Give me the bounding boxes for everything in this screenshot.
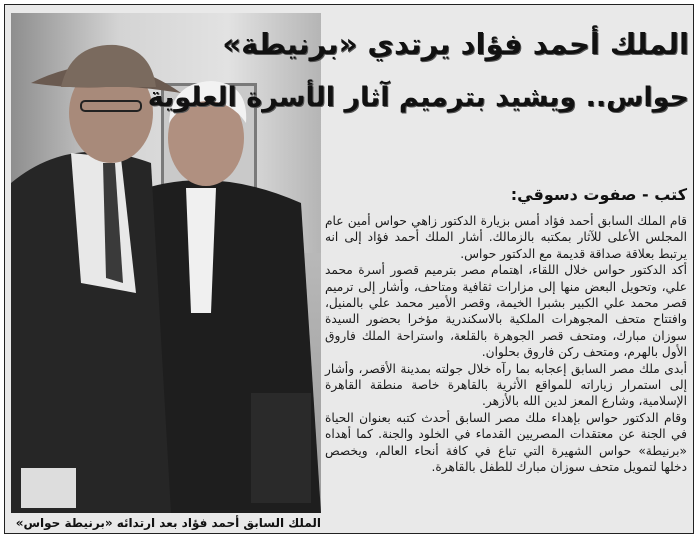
newspaper-clipping <box>4 4 694 534</box>
headline-line-2: حواس.. ويشيد بترميم آثار الأسرة العلوية <box>147 82 689 113</box>
headline-line-1: الملك أحمد فؤاد يرتدي «برنيطة» <box>222 27 689 61</box>
paragraph-4: وقام الدكتور حواس بإهداء ملك مصر السابق أحدث كتبه بعنوان الحياة في الجنة عن معتقدات المصريين القدماء في الخلود والجنة. كما أهداه «برنيطة» حواس الشهيرة التي تباع في كافة أنحاء العالم، ويخصص دخلها لتمويل متحف سوزان مبارك للطفل بالقاهرة. <box>325 410 687 475</box>
paragraph-2: أكد الدكتور حواس خلال اللقاء، اهتمام مصر بترميم قصور أسرة محمد علي، وتحويل البعض منها إلى مزارات ثقافية ومتاحف، وأشار إلى ترميم قصر محمد علي الكبير بشبرا الخيمة، وقصر الأمير محمد علي بالمنيل، وافتتاح متحف المجوهرات الملكية بالاسكندرية مؤخرا بحضور السيدة سوزان مبارك، ومتحف قصر الجوهرة بالقلعة، واستراحة الملك فاروق الأول بالهرم، ومتحف ركن فاروق بحلوان. <box>325 263 687 360</box>
paragraph-3: أبدى ملك مصر السابق إعجابه بما رآه خلال جولته بمدينة الأقصر، وأشار إلى استمرار زياراته للمواقع الأثرية بالقاهرة خاصة منطقة القاهرة الإسلامية، وشارع المعز لدين الله بالأزهر. <box>325 361 687 409</box>
headline <box>147 17 689 125</box>
paragraph-1: قام الملك السابق أحمد فؤاد أمس بزيارة الدكتور زاهي حواس أمين عام المجلس الأعلى للآثار بمكتبه بالزمالك. أشار الملك أحمد فؤاد إلى انه يرتبط بعلاقة صداقة قديمة مع الدكتور حواس. <box>325 214 687 261</box>
byline: كتب - صفوت دسوقي: <box>510 185 687 204</box>
article-body <box>325 213 687 476</box>
photo-caption: الملك السابق أحمد فؤاد بعد ارتدائه «برنيطة حواس» <box>15 516 321 530</box>
